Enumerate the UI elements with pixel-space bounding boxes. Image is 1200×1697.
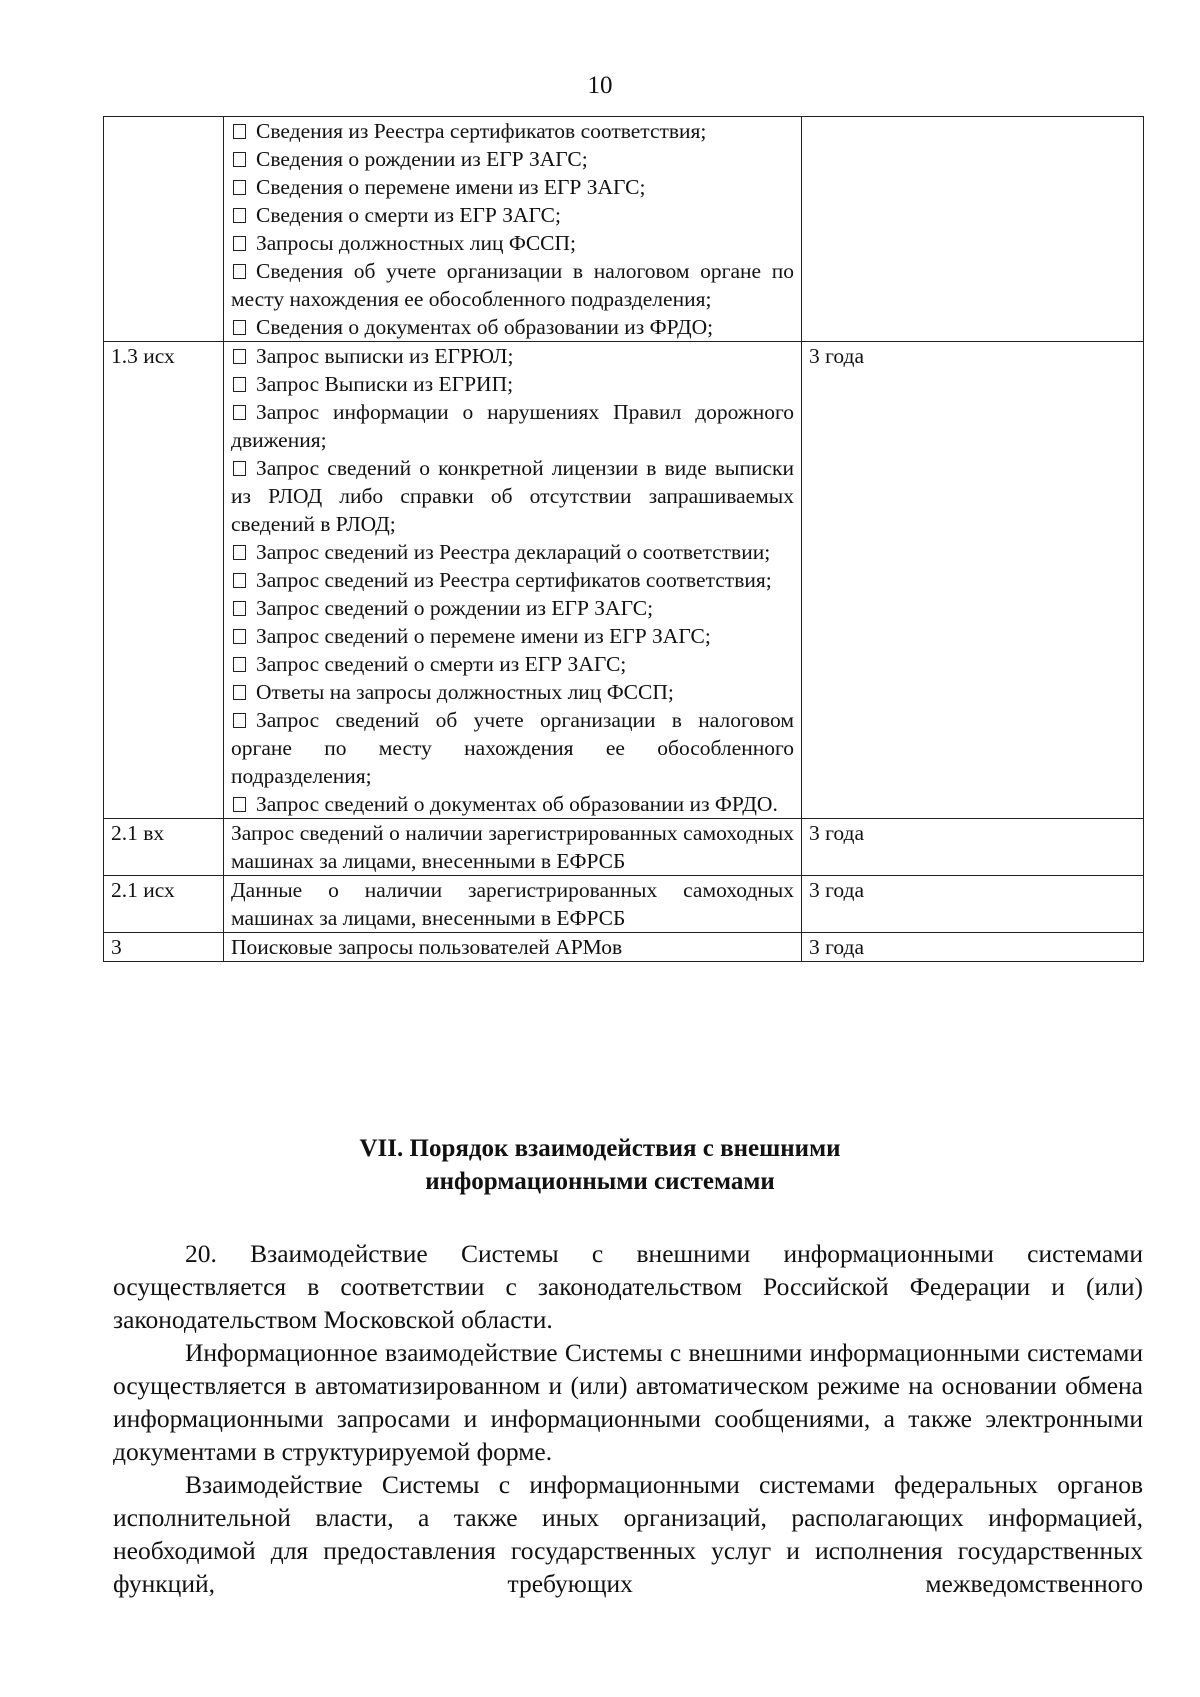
list-item: Запрос сведений о конкретной лицензии в виде выписки из РЛОД либо справки об отсутствии запрашиваемых сведений в РЛОД; [231,456,794,536]
table-row [104,933,1144,962]
list-item: Сведения о смерти из ЕГР ЗАГС; [231,201,794,229]
list-item: Сведения из Реестра сертификатов соответствия; [231,117,794,145]
row-text-cell: Поисковые запросы пользователей АРМов [224,933,802,962]
row-period-cell: 3 года [802,933,1144,962]
list-item: Сведения о перемене имени из ЕГР ЗАГС; [231,173,794,201]
row-items-cell [224,117,802,342]
checkbox-icon [233,629,246,644]
checkbox-icon [233,601,246,616]
row-items-cell [224,342,802,819]
list-item: Сведения о рождении из ЕГР ЗАГС; [231,145,794,173]
table-row [104,819,1144,876]
list-item: Сведения об учете организации в налоговом органе по месту нахождения ее обособленного подразделения; [231,259,794,311]
row-text-cell: Данные о наличии зарегистрированных самоходных машинах за лицами, внесенными в ЕФРСБ [224,876,802,933]
row-period-cell: 3 года [802,342,1144,819]
row-period-cell [802,117,1144,342]
list-item: Запрос сведений из Реестра деклараций о соответствии; [231,538,794,566]
list-item: Ответы на запросы должностных лиц ФССП; [231,678,794,706]
row-code-cell [104,117,224,342]
checkbox-icon [233,152,246,167]
table-row [104,342,1144,819]
table-row [104,876,1144,933]
checkbox-icon [233,405,246,420]
list-item: Запрос информации о нарушениях Правил дорожного движения; [231,400,794,452]
list-item: Запрос сведений из Реестра сертификатов соответствия; [231,566,794,594]
list-item: Запрос сведений о документах об образовании из ФРДО. [231,790,794,818]
list-item: Запрос выписки из ЕГРЮЛ; [231,342,794,370]
checkbox-icon [233,713,246,728]
list-item: Запрос Выписки из ЕГРИП; [231,370,794,398]
section-body [113,1237,1143,1600]
list-item: Запрос сведений об учете организации в налоговом органе по месту нахождения ее обособленного подразделения; [231,708,794,788]
row-code-cell: 2.1 вх [104,819,224,876]
list-item: Сведения о документах об образовании из ФРДО; [231,313,794,341]
paragraph: 20. Взаимодействие Системы с внешними информационными системами осуществляется в соответствии с законодательством Российской Федерации и (или) законодательством Московской области. [113,1239,1143,1334]
section-heading-line: информационными системами [425,1168,775,1195]
list-item: Запрос сведений о смерти из ЕГР ЗАГС; [231,650,794,678]
row-period-cell: 3 года [802,876,1144,933]
checkbox-icon [233,236,246,251]
row-code-cell: 2.1 исх [104,876,224,933]
list-item: Запрос сведений о перемене имени из ЕГР ЗАГС; [231,622,794,650]
section-heading-line: VII. Порядок взаимодействия с внешними [359,1135,841,1162]
list-item: Запрос сведений о рождении из ЕГР ЗАГС; [231,594,794,622]
table-row [104,117,1144,342]
checkbox-icon [233,545,246,560]
retention-table [103,116,1144,962]
checkbox-icon [233,124,246,139]
checkbox-icon [233,657,246,672]
checkbox-icon [233,320,246,335]
row-text-cell: Запрос сведений о наличии зарегистрированных самоходных машинах за лицами, внесенными в ЕФРСБ [224,819,802,876]
checkbox-icon [233,573,246,588]
checkbox-icon [233,264,246,279]
checkbox-icon [233,180,246,195]
page-number: 10 [587,72,613,99]
checkbox-icon [233,797,246,812]
checkbox-icon [233,349,246,364]
paragraph: Информационное взаимодействие Системы с внешними информационными системами осуществляется в автоматизированном и (или) автоматическом режиме на основании обмена информационными запросами и информационными сообщениями, а также электронными документами в структурируемой форме. [113,1338,1143,1466]
row-code-cell: 3 [104,933,224,962]
checkbox-icon [233,461,246,476]
checkbox-icon [233,377,246,392]
paragraph: Взаимодействие Системы с информационными системами федеральных органов исполнительной власти, а также иных организаций, располагающих информацией, необходимой для предоставления государственных услуг и исполнения государственных функций, требующих межведомственного [113,1470,1143,1598]
row-code-cell: 1.3 исх [104,342,224,819]
checkbox-icon [233,685,246,700]
section-heading [0,1132,1200,1198]
row-period-cell: 3 года [802,819,1144,876]
checkbox-icon [233,208,246,223]
list-item: Запросы должностных лиц ФССП; [231,229,794,257]
